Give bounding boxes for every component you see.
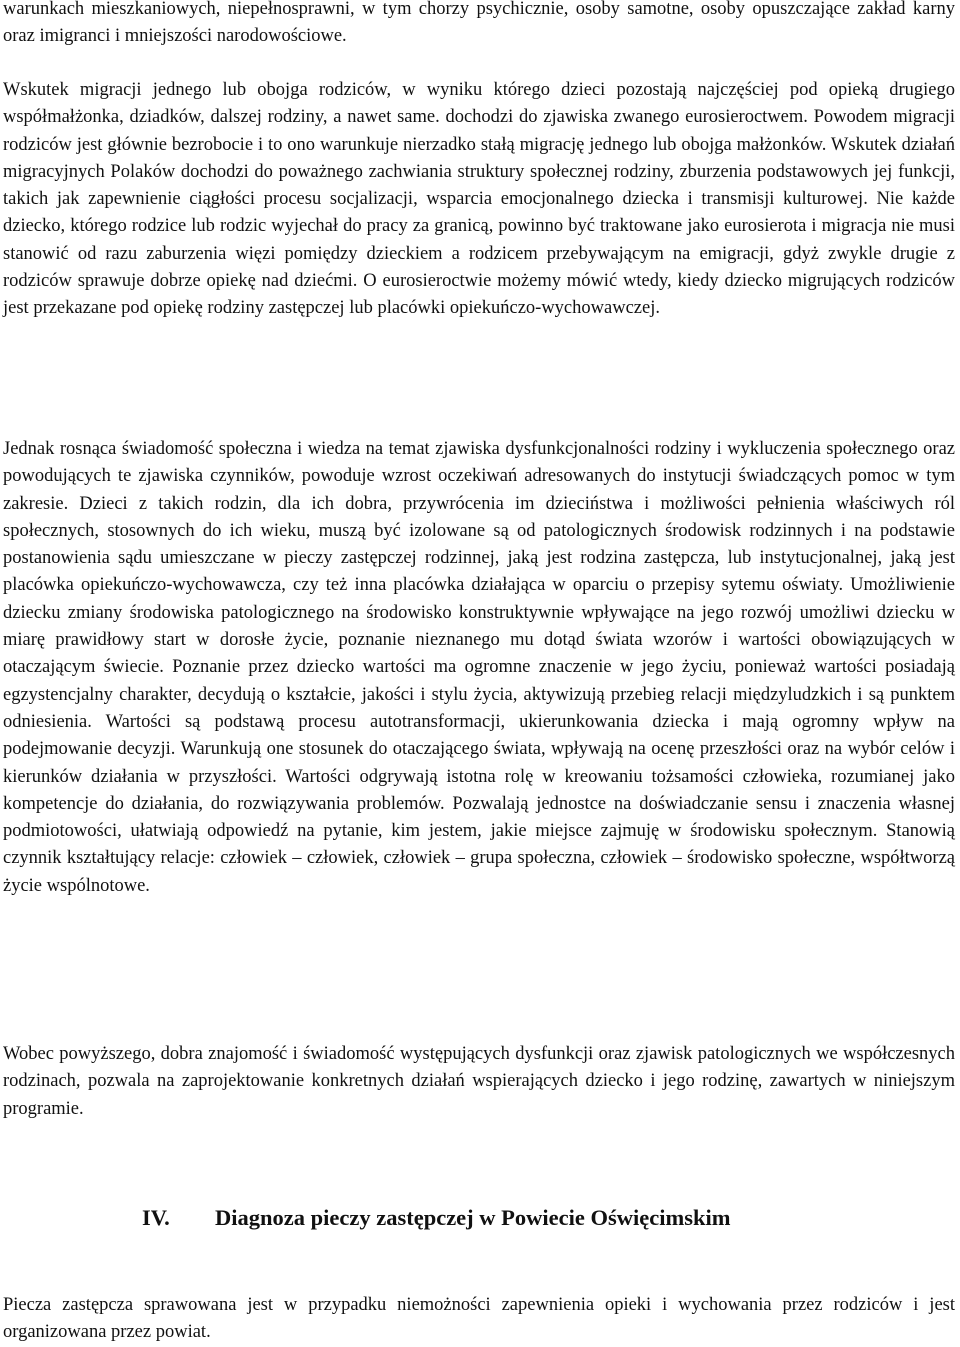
paragraph-conclusion: Wobec powyższego, dobra znajomość i świadomość występujących dysfunkcji oraz zjawisk patologicznych we współczesnych rodzinach, pozwala na zaprojektowanie konkretnych działań wspierających dziecko i jego rodzinę, zawartych w niniejszym programie. <box>3 1044 955 1119</box>
section-number: IV. <box>142 1205 170 1230</box>
section-title: Diagnoza pieczy zastępczej w Powiecie Oświęcimskim <box>215 1205 731 1230</box>
paragraph-migration: Wskutek migracji jednego lub obojga rodziców, w wyniku którego dzieci pozostają najczęściej pod opieką drugiego współmałżonka, dziadków, dalszej rodziny, a nawet same. dochodzi do zjawiska zwanego eurosieroctwem. Powodem migracji rodziców jest głównie bezrobocie i to ono warunkuje nierzadko stałą migrację jednego lub obojga małżonków. Wskutek działań migracyjnych Polaków dochodzi do poważnego zachwiania struktury społecznej rodziny, zburzenia podstawowych jej funkcji, takich jak zapewnienie ciągłości procesu socjalizacji, wsparcia emocjonalnego dziecka i transmisji kulturowej. Nie każde dziecko, którego rodzice lub rodzic wyjechał do pracy za granicą, powinno być traktowane jako eurosierota i migracja nie musi stanowić od razu zaburzenia więzi pomiędzy dzieckiem a rodzicem przebywającym na emigracji, gdyż zwykle drugie z rodziców sprawuje dobrze opiekę nad dziećmi. O eurosieroctwie możemy mówić wtedy, kiedy dziecko migrujących rodziców jest przekazane pod opiekę rodziny zastępczej lub placówki opiekuńczo-wychowawczej. <box>3 80 955 319</box>
section-heading <box>142 1203 942 1233</box>
paragraph-social-groups: warunkach mieszkaniowych, niepełnosprawni, w tym chorzy psychicznie, osoby samotne, osoby opuszczające zakład karny oraz imigranci i mniejszości narodowościowe. <box>3 0 955 47</box>
paragraph-awareness: Jednak rosnąca świadomość społeczna i wiedza na temat zjawiska dysfunkcjonalności rodziny i wykluczenia społecznego oraz powodujących te zjawiska czynników, powoduje wzrost oczekiwań adresowanych do instytucji świadczących pomoc w tym zakresie. Dzieci z takich rodzin, dla ich dobra, przywrócenia im dzieciństwa i możliwości pełnienia właściwych ról społecznych, stosownych do ich wieku, muszą być izolowane są od patologicznych środowisk rodzinnych i na podstawie postanowienia sądu umieszczane w pieczy zastępczej rodzinnej, jaką jest rodzina zastępcza, lub instytucjonalnej, jaką jest placówka opiekuńczo-wychowawcza, czy też inna placówka działająca w oparciu o przepisy sytemu oświaty. Umożliwienie dziecku zmiany środowiska patologicznego na środowisko konstruktywnie wpływające na jego rozwój umożliwi dziecku w miarę prawidłowy start w dorosłe życie, poznanie nieznanego mu dotąd świata wzorów i wartości obowiązujących w otaczającym świecie. Poznanie przez dziecko wartości ma ogromne znaczenie w jego życiu, ponieważ wartości posiadają egzystencjalny charakter, decydują o kształcie, jakości i stylu życia, aktywizują przebieg relacji międzyludzkich i są punktem odniesienia. Wartości są podstawą procesu autotransformacji, ukierunkowania dziecka i mają ogromny wpływ na podejmowanie decyzji. Warunkują one stosunek do otaczającego świata, wpływają na ocenę przeszłości oraz na wybór celów i kierunków działania w przyszłości. Wartości odgrywają istotna rolę w kreowaniu tożsamości człowieka, rozumianej jako kompetencje do działania, do rozwiązywania problemów. Pozwalają jednostce na doświadczanie sensu i znaczenia własnej podmiotowości, ułatwiają odpowiedź na pytanie, kim jestem, jakie miejsce zajmuję w środowisku społecznym. Stanowią czynnik kształtujący relacje: człowiek – człowiek, człowiek – grupa społeczna, człowiek – środowisko społeczne, współtworzą życie wspólnotowe. <box>3 439 955 896</box>
paragraph-foster-care: Piecza zastępcza sprawowana jest w przypadku niemożności zapewnienia opieki i wychowania przez rodziców i jest organizowana przez powiat. <box>3 1295 955 1343</box>
